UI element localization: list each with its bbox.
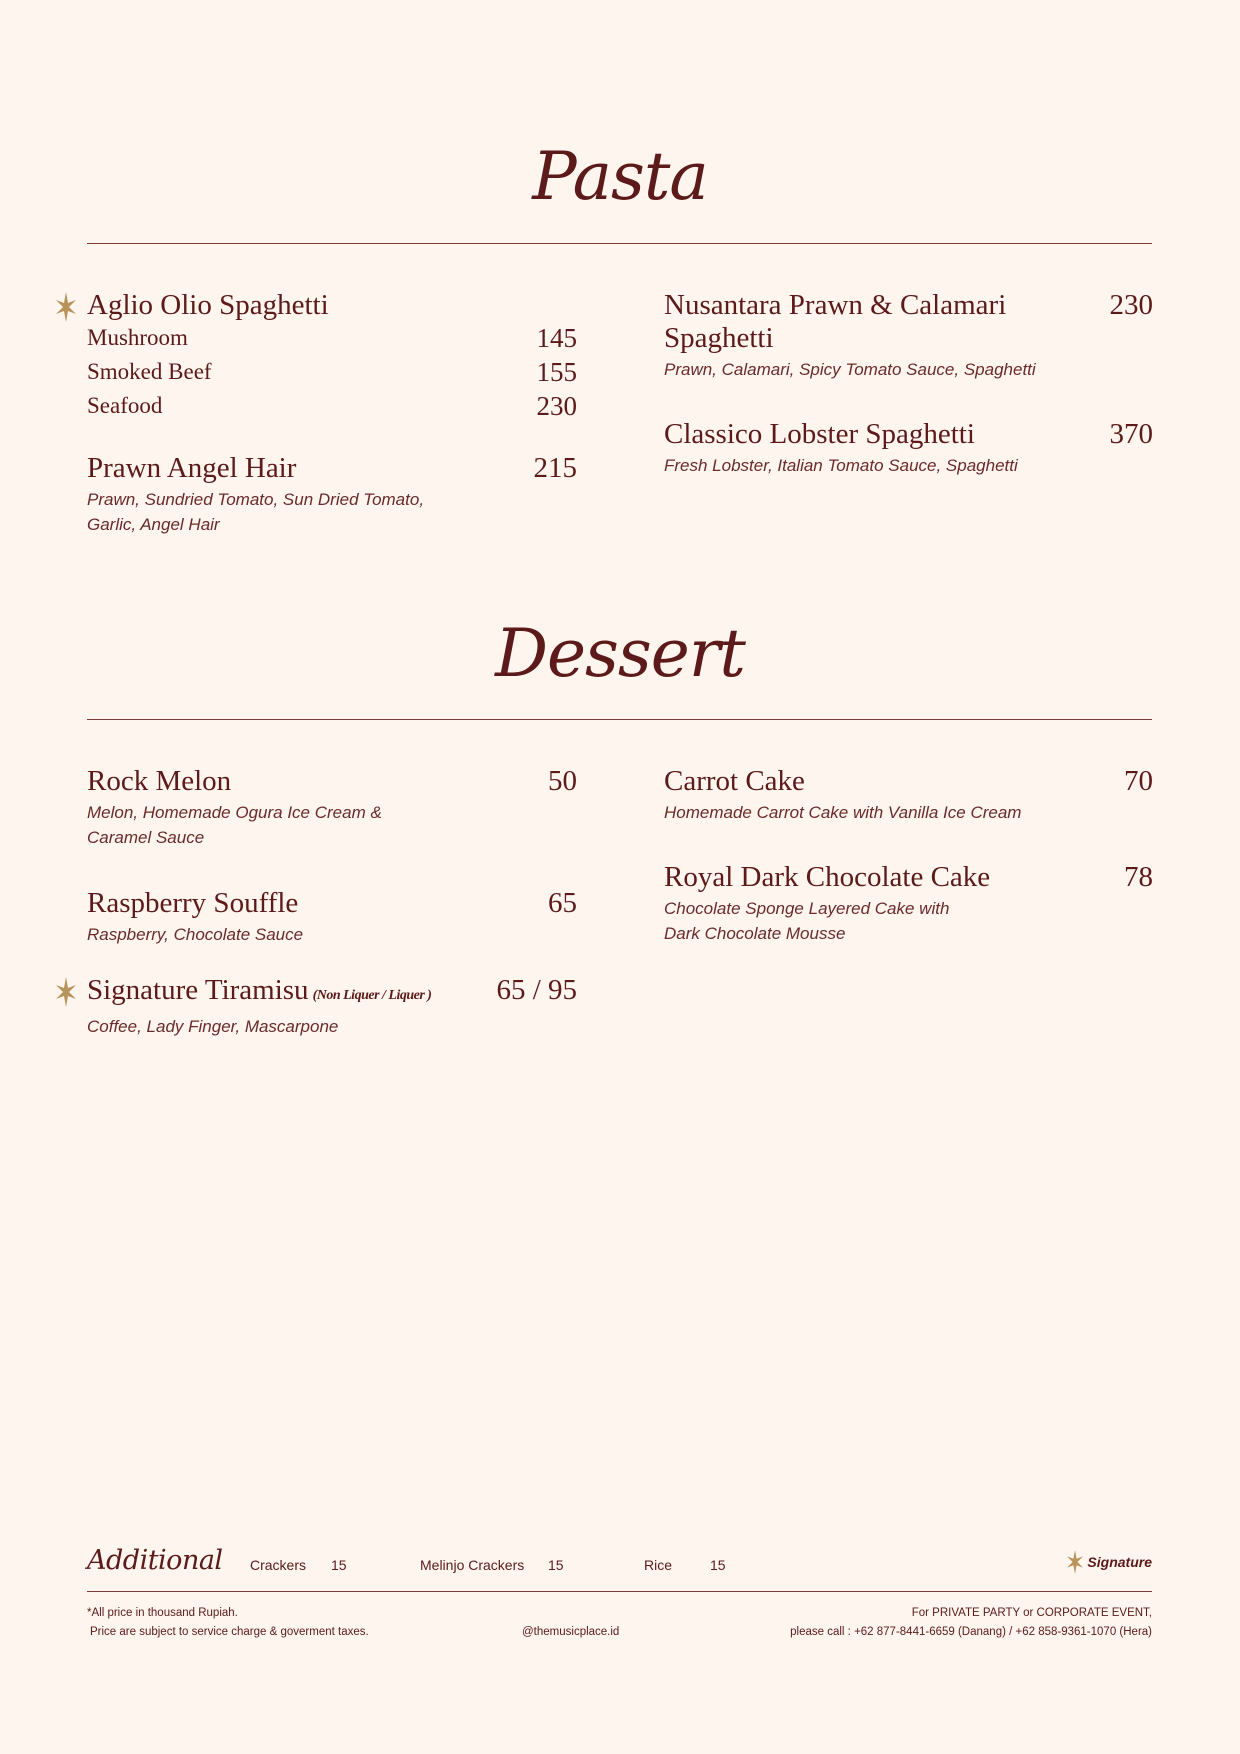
item-name-text: Signature Tiramisu — [87, 974, 309, 1006]
item-name: Prawn Angel Hair — [87, 452, 297, 484]
name-line: Nusantara Prawn & Calamari — [664, 289, 1007, 321]
item-note: (Non Liquer / Liquer ) — [312, 988, 432, 1003]
additional-item-price: 15 — [548, 1557, 564, 1573]
item-price: 215 — [533, 452, 577, 484]
contact-line: For PRIVATE PARTY or CORPORATE EVENT, — [911, 1607, 1152, 1619]
signature-star-icon — [56, 292, 76, 322]
variant-price: 145 — [536, 323, 577, 353]
item-name — [87, 974, 431, 1012]
variant-name: Seafood — [87, 393, 163, 418]
item-name — [664, 289, 1006, 355]
item-name: Carrot Cake — [664, 765, 805, 797]
section-title-pasta: Pasta — [532, 138, 708, 215]
variant-price: 230 — [536, 391, 577, 421]
divider — [87, 243, 1152, 244]
item-description — [664, 896, 1153, 946]
signature-star-icon — [56, 977, 76, 1007]
item-description: Homemade Carrot Cake with Vanilla Ice Cream — [664, 803, 1022, 822]
contact-info — [790, 1604, 1152, 1642]
desc-line: Prawn, Sundried Tomato, Sun Dried Tomato, — [87, 490, 425, 509]
item-name: Raspberry Souffle — [87, 887, 299, 919]
variant-row — [87, 389, 577, 423]
menu-item-raspberry-souffle — [87, 887, 577, 947]
variant-name: Mushroom — [87, 325, 188, 350]
additional-item-name: Melinjo Crackers — [420, 1557, 525, 1573]
item-name: Classico Lobster Spaghetti — [664, 418, 975, 450]
legend-label: Signature — [1087, 1554, 1152, 1570]
additional-item-name: Crackers — [250, 1557, 307, 1573]
star-icon — [1067, 1549, 1083, 1575]
additional-item-name: Rice — [644, 1557, 673, 1573]
desc-line: Caramel Sauce — [87, 828, 205, 847]
menu-item-aglio-olio — [87, 289, 577, 423]
variant-row — [87, 355, 577, 389]
item-description — [87, 800, 577, 850]
item-price: 65 — [548, 887, 577, 919]
additional-item-price: 15 — [710, 1557, 726, 1573]
menu-item-classico-lobster — [664, 418, 1153, 478]
item-description — [87, 487, 577, 537]
item-price: 370 — [1109, 418, 1153, 450]
menu-item-royal-dark-chocolate — [664, 861, 1153, 946]
item-name: Royal Dark Chocolate Cake — [664, 861, 991, 893]
item-price: 50 — [548, 765, 577, 797]
section-title-dessert: Dessert — [495, 615, 745, 692]
item-description: Fresh Lobster, Italian Tomato Sauce, Spaghetti — [664, 456, 1018, 475]
desc-line: Melon, Homemade Ogura Ice Cream & — [87, 803, 382, 822]
menu-item-prawn-angel-hair — [87, 452, 577, 537]
menu-item-signature-tiramisu — [87, 974, 577, 1039]
price-note — [87, 1604, 369, 1642]
menu-item-carrot-cake — [664, 765, 1153, 825]
additional-item-price: 15 — [331, 1557, 347, 1573]
variant-row — [87, 321, 577, 355]
divider — [87, 1591, 1152, 1592]
additional-title: Additional — [87, 1545, 223, 1576]
item-name: Rock Melon — [87, 765, 232, 797]
contact-phone-line: please call : +62 877-8441-6659 (Danang) / +62 858-9361-1070 (Hera) — [790, 1626, 1152, 1638]
desc-line: Chocolate Sponge Layered Cake with — [664, 899, 950, 918]
item-price: 65 / 95 — [496, 974, 577, 1006]
menu-item-rock-melon — [87, 765, 577, 850]
item-name: Aglio Olio Spaghetti — [87, 289, 329, 321]
tax-note-line: Price are subject to service charge & goverment taxes. — [90, 1626, 369, 1638]
item-price: 78 — [1124, 861, 1153, 893]
divider — [87, 719, 1152, 720]
variant-price: 155 — [536, 357, 577, 387]
price-note-line: *All price in thousand Rupiah. — [87, 1607, 238, 1619]
name-line: Spaghetti — [664, 322, 774, 354]
desc-line: Garlic, Angel Hair — [87, 515, 220, 534]
signature-legend — [1067, 1549, 1152, 1575]
additional-row — [87, 1545, 1152, 1585]
item-price: 70 — [1124, 765, 1153, 797]
item-description: Prawn, Calamari, Spicy Tomato Sauce, Spaghetti — [664, 360, 1036, 379]
variant-name: Smoked Beef — [87, 359, 212, 384]
social-handle: @themusicplace.id — [522, 1626, 620, 1638]
menu-item-nusantara — [664, 289, 1153, 382]
item-description: Raspberry, Chocolate Sauce — [87, 925, 304, 944]
desc-line: Dark Chocolate Mousse — [664, 924, 846, 943]
item-price: 230 — [1109, 289, 1153, 321]
item-description: Coffee, Lady Finger, Mascarpone — [87, 1017, 339, 1036]
